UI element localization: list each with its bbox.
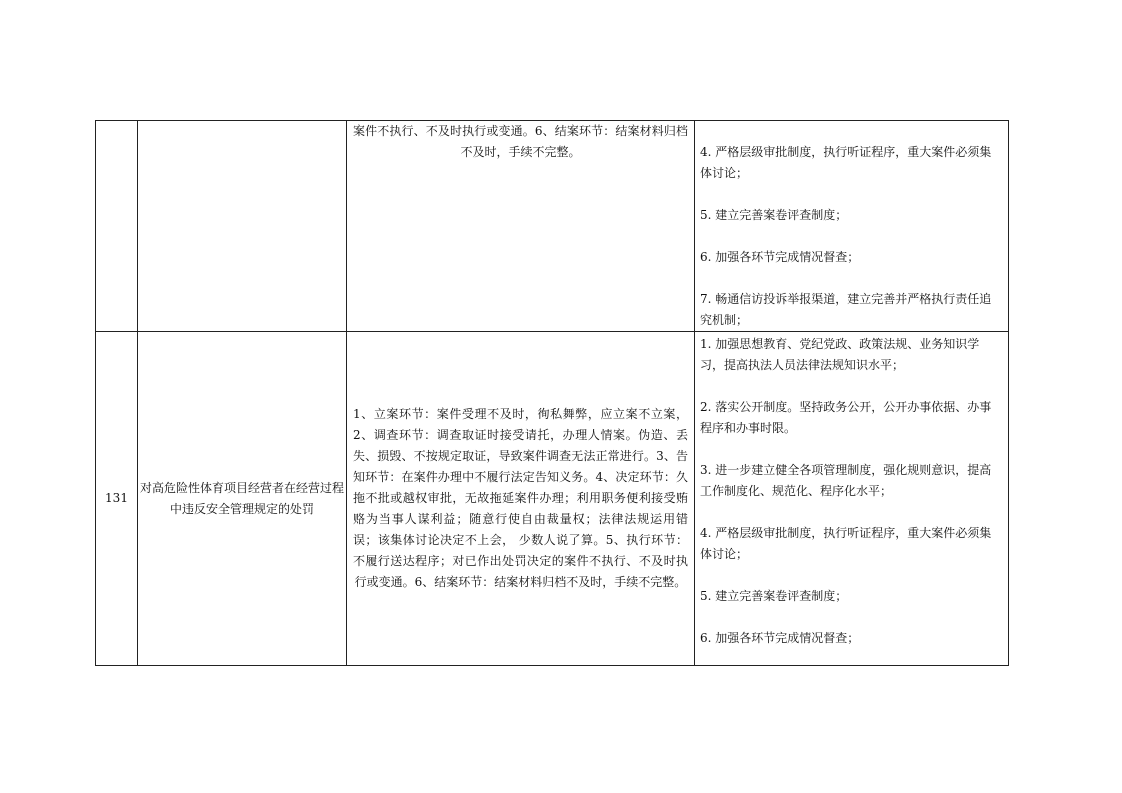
risk-text: 1、立案环节：案件受理不及时，徇私舞弊，应立案不立案，2、调查环节：调查取证时接受请托，办理人情案。伪造、丢失、损毁、不按规定取证，导致案件调查无法正常进行。3、告知环节：在案件办理中不履行法定告知义务。4、决定环节：久拖不批或越权审批，无故拖延案件办理；利用职务便利接受贿赂为当事人谋利益；随意行使自由裁量权；法律法规运用错误；该集体讨论决定不上会， 少数人说了算。5、执行环节：不履行送达程序；对已作出处罚决定的案件不执行、不及时执行或变通。6、结案环节：结案材料归档不及时，手续不完整。 [353, 407, 688, 589]
measure-item: 3. 进一步建立健全各项管理制度，强化规则意识，提高工作制度化、规范化、程序化水平； [700, 463, 992, 498]
measure-list [695, 334, 1008, 649]
measure-item: 1. 加强思想教育、党纪党政、政策法规、业务知识学习，提高执法人员法律法规知识水平； [700, 337, 980, 372]
measure-item: 5. 建立完善案卷评查制度； [700, 589, 848, 603]
table-row-continuation [96, 121, 1009, 332]
measure-item: 2. 落实公开制度。坚持政务公开，公开办事依据、办事程序和办事时限。 [700, 400, 992, 435]
measure-item: 6. 加强各环节完成情况督查； [700, 250, 860, 264]
cell-number: 131 [96, 332, 138, 666]
risk-text: 案件不执行、不及时执行或变通。6、结案环节：结案材料归档不及时，手续不完整。 [353, 124, 688, 159]
cell-item [138, 121, 347, 332]
cell-item: 对高危险性体育项目经营者在经营过程中违反安全管理规定的处罚 [138, 332, 347, 666]
measure-item: 7. 畅通信访投诉举报渠道，建立完善并严格执行责任追究机制； [700, 292, 992, 327]
cell-risk [347, 332, 695, 666]
cell-number [96, 121, 138, 332]
document-table [95, 120, 1009, 666]
measure-list [695, 142, 1008, 331]
measure-item: 4. 严格层级审批制度，执行听证程序，重大案件必须集体讨论； [700, 145, 992, 180]
measure-item: 6. 加强各环节完成情况督查； [700, 631, 860, 645]
cell-measures [695, 332, 1009, 666]
cell-risk [347, 121, 695, 332]
table-row-131 [96, 332, 1009, 666]
measure-item: 5. 建立完善案卷评查制度； [700, 208, 848, 222]
measure-item: 4. 严格层级审批制度，执行听证程序，重大案件必须集体讨论； [700, 526, 992, 561]
cell-measures [695, 121, 1009, 332]
